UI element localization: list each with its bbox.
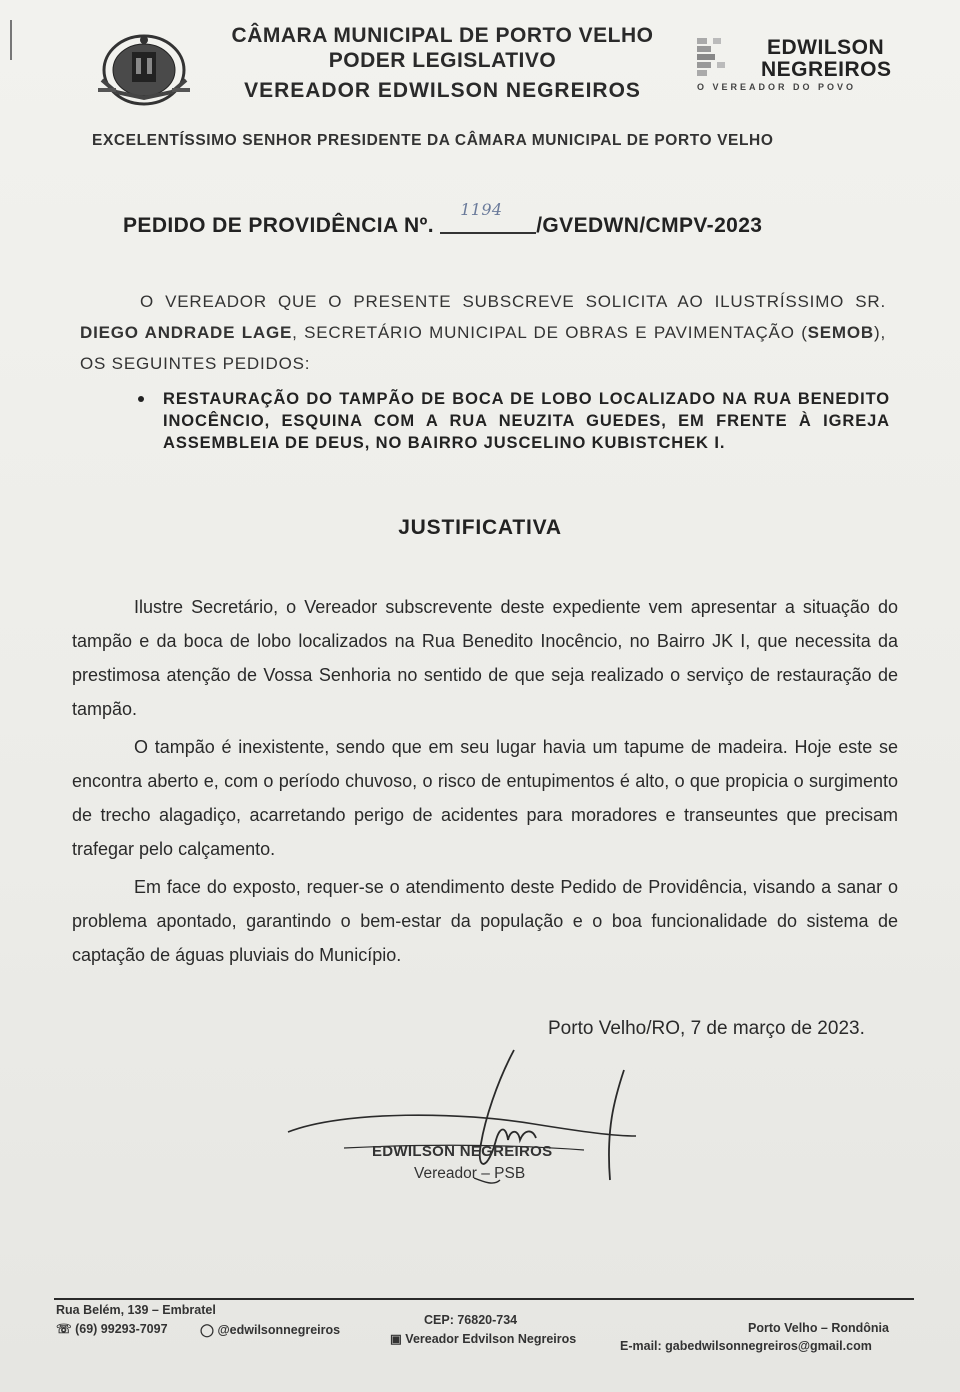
bullet-text: RESTAURAÇÃO DO TAMPÃO DE BOCA DE LOBO LOCALIZADO NA RUA BENEDITO INOCÊNCIO, ESQUINA COM A RUA NEUZITA GUEDES, EM FRENTE À IGREJA ASSEMBLEIA DE DEUS, NO BAIRRO JUSCELINO KUBISTCHEK I. (163, 390, 890, 452)
header-line-2: PODER LEGISLATIVO (328, 49, 557, 72)
brand-name-2: NEGREIROS (761, 58, 892, 81)
footer-email: E-mail: gabedwilsonnegreiros@gmail.com (620, 1339, 872, 1353)
paragraph-2: O tampão é inexistente, sendo que em seu lugar havia um tapume de madeira. Hoje este se encontra aberto e, com o período chuvoso, o risco de entupimentos é alto, o que propicia o surgimento de trecho alagadiço, acarretando perigo de acidentes para moradores e transeuntes que precisam trafegar pelo calçamento. (72, 737, 898, 859)
paragraph-3: Em face do exposto, requer-se o atendimento deste Pedido de Providência, visando a sanar o problema apontado, garantindo o bem-estar da população e o boa funcionalidade do sistema de captação de águas pluviais do Município. (72, 877, 898, 965)
brand-tagline: O VEREADOR DO POVO (697, 82, 857, 92)
request-number-blank (440, 200, 536, 234)
letterhead (210, 24, 675, 103)
request-suffix: /GVEDWN/CMPV-2023 (536, 214, 763, 237)
footer-facebook (390, 1331, 576, 1346)
request-title (123, 200, 763, 238)
footer-address: Rua Belém, 139 – Embratel (56, 1303, 216, 1317)
footer-instagram-text: @edwilsonnegreiros (217, 1323, 341, 1337)
intro-text-1: O VEREADOR QUE O PRESENTE SUBSCREVE SOLICITA AO ILUSTRÍSSIMO SR. (140, 292, 886, 311)
addressee: EXCELENTÍSSIMO SENHOR PRESIDENTE DA CÂMARA MUNICIPAL DE PORTO VELHO (92, 132, 774, 149)
intro-text-2: , SECRETÁRIO MUNICIPAL DE OBRAS E PAVIMENTAÇÃO ( (292, 323, 808, 342)
municipal-seal-icon (96, 30, 192, 108)
footer-instagram (200, 1322, 340, 1337)
request-number-handwritten: 1194 (460, 200, 503, 219)
facebook-icon: ▣ (390, 1332, 406, 1346)
header-line-1: CÂMARA MUNICIPAL DE PORTO VELHO (231, 24, 654, 47)
justificativa-heading: JUSTIFICATIVA (398, 516, 562, 539)
whatsapp-icon: ☏ (56, 1322, 76, 1336)
request-prefix: PEDIDO DE PROVIDÊNCIA Nº. (123, 214, 434, 237)
footer-phone (56, 1321, 168, 1336)
scan-edge-mark (10, 20, 12, 60)
signatory-role: Vereador – PSB (414, 1165, 526, 1182)
footer-phone-text: (69) 99293-7097 (75, 1322, 168, 1336)
brand-name-1: EDWILSON (767, 36, 885, 59)
justification-body (72, 590, 898, 976)
footer-city: Porto Velho – Rondônia (748, 1321, 889, 1335)
signatory-name: EDWILSON NEGREIROS (372, 1143, 553, 1160)
intro-text-3: ), OS SEGUINTES PEDIDOS: (80, 323, 886, 373)
footer-divider (54, 1298, 914, 1300)
semob-acronym: SEMOB (807, 323, 874, 342)
brand-logo (695, 36, 892, 100)
instagram-icon: ◯ (200, 1323, 218, 1337)
paragraph-1: Ilustre Secretário, o Vereador subscrevente deste expediente vem apresentar a situação do tampão e da boca de lobo localizados na Rua Benedito Inocêncio, no Bairro JK I, que necessita da prestimosa atenção de Vossa Senhoria no sentido de que seja realizado o serviço de restauração de tampão. (72, 597, 898, 719)
footer-cep: CEP: 76820-734 (424, 1313, 518, 1327)
secretary-name: DIEGO ANDRADE LAGE (80, 323, 293, 342)
header-line-3: VEREADOR EDWILSON NEGREIROS (244, 79, 641, 102)
date-line: Porto Velho/RO, 7 de março de 2023. (548, 1018, 865, 1039)
brand-bars-icon (695, 36, 757, 80)
intro-paragraph (80, 286, 886, 379)
request-bullet (138, 388, 890, 454)
bullet-dot (138, 396, 144, 402)
footer-facebook-text: Vereador Edvilson Negreiros (405, 1332, 577, 1346)
